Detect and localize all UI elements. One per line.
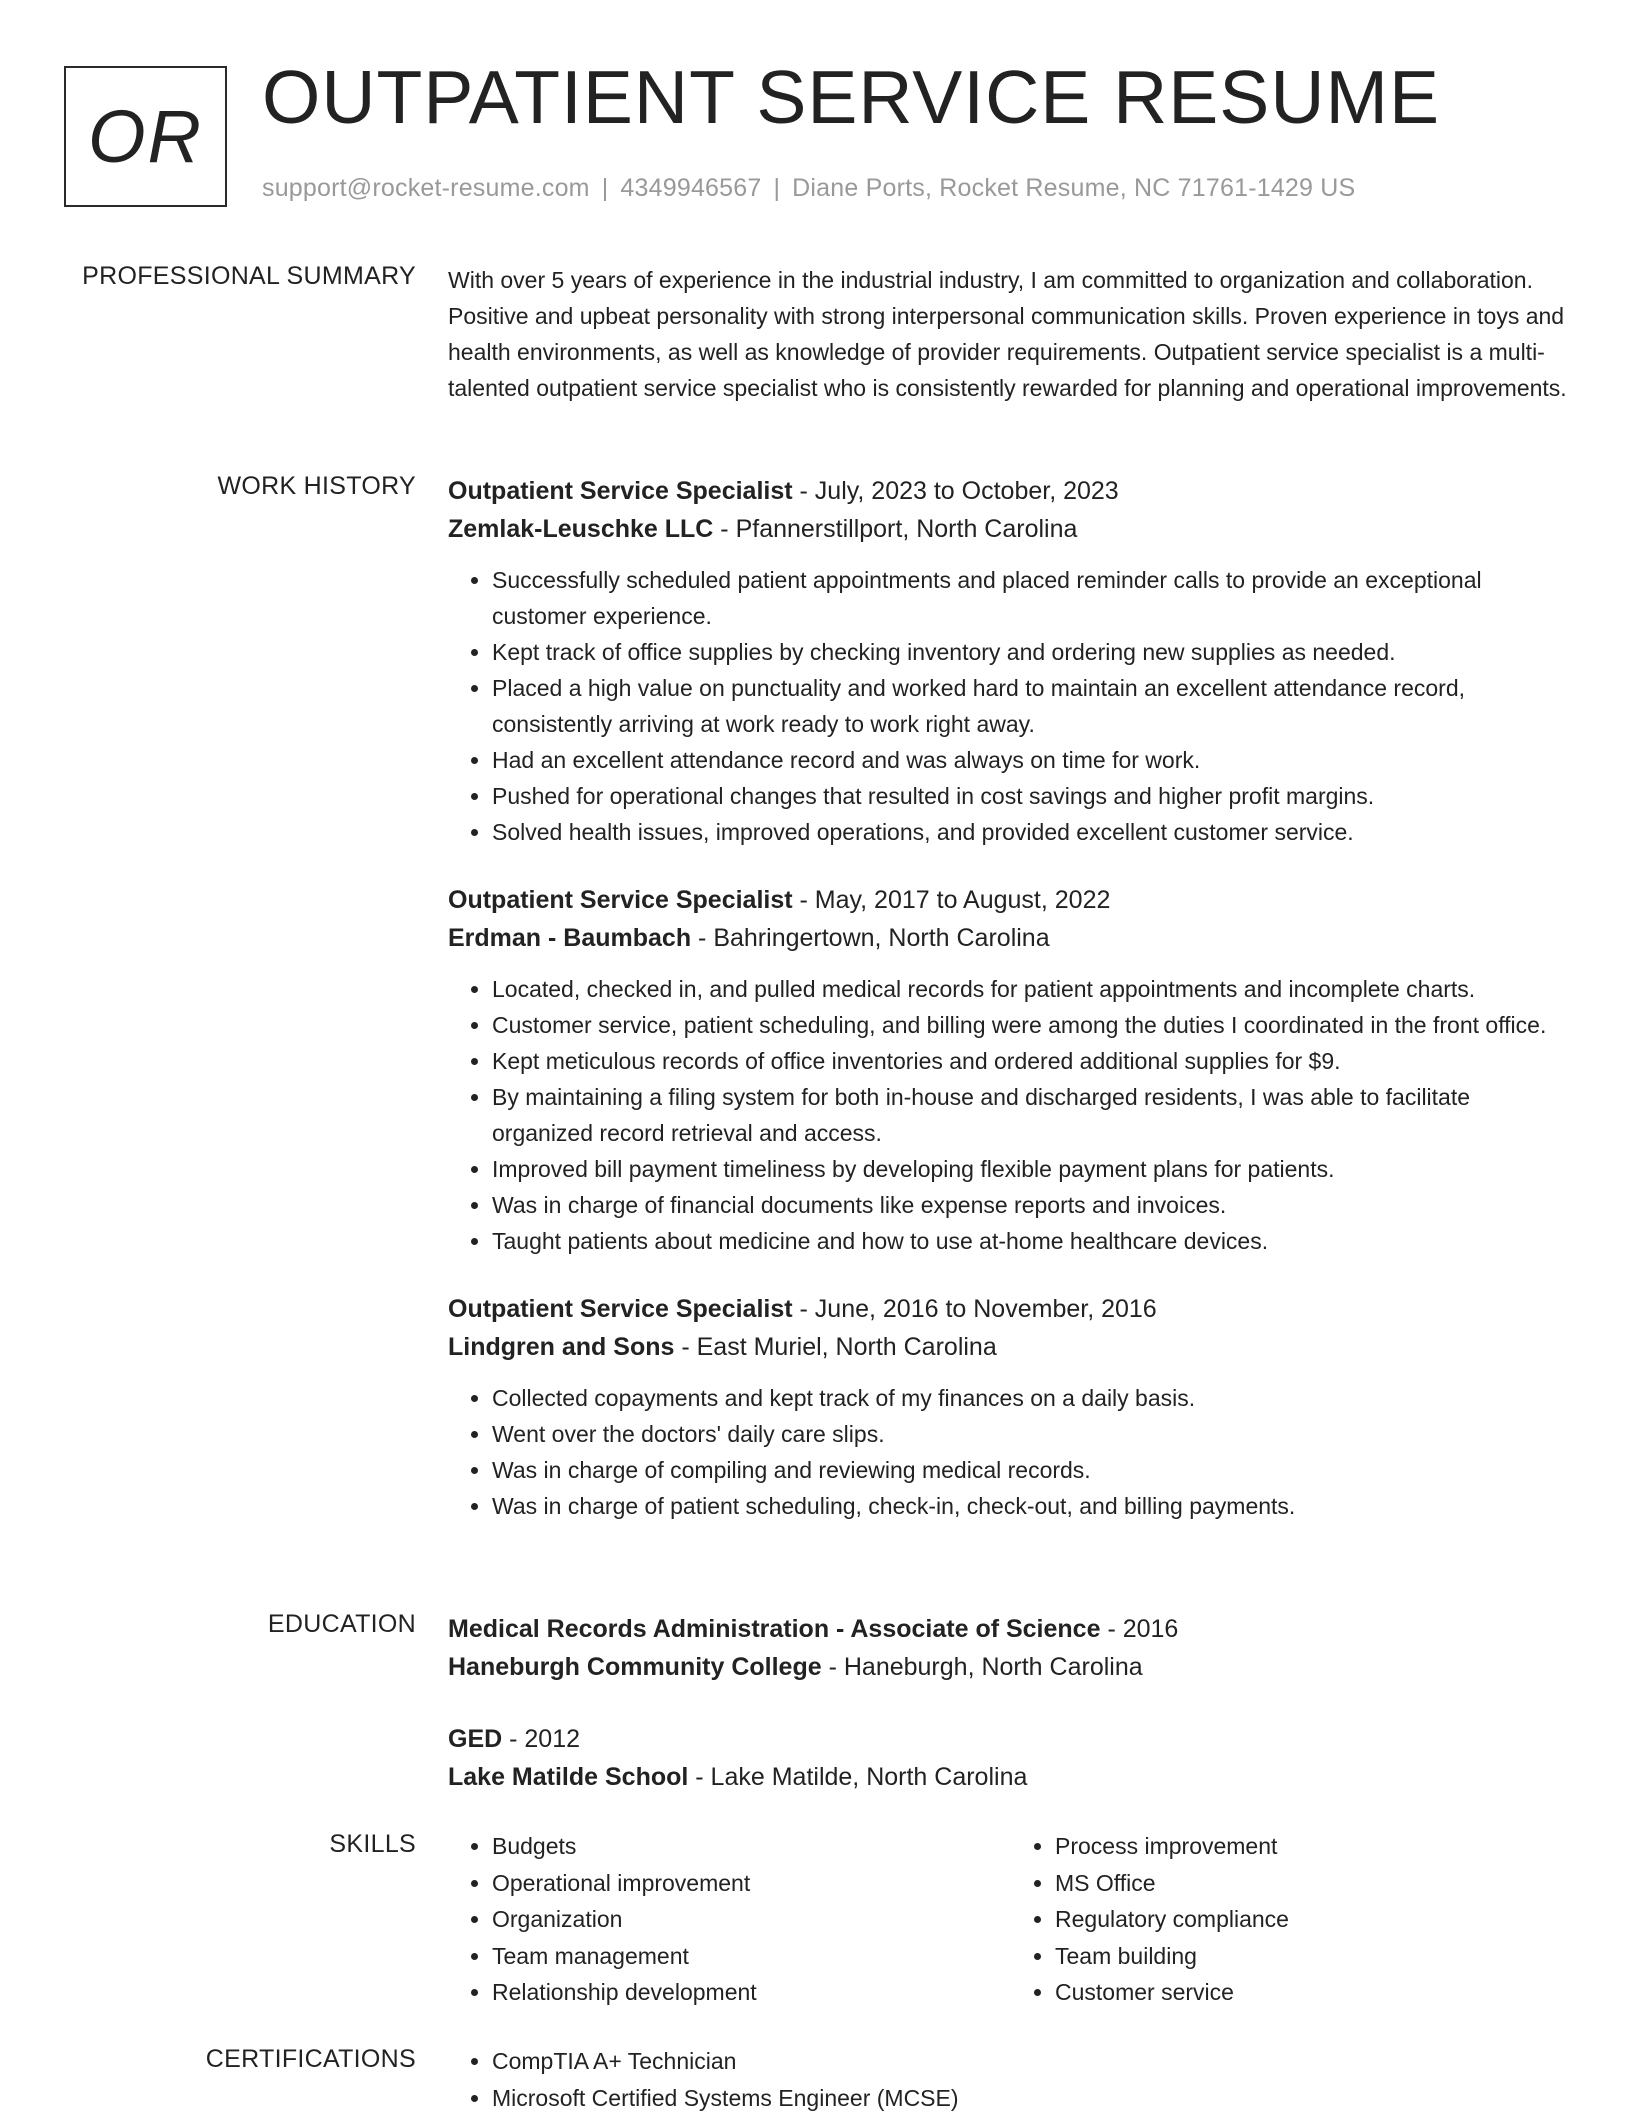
skill-item: • Regulatory compliance xyxy=(1055,1901,1574,1938)
education-year: - 2016 xyxy=(1101,1615,1179,1643)
skill-item: • Organization xyxy=(492,1901,1011,1938)
summary-text: With over 5 years of experience in the industrial industry, I am committed to organization and collaboration. Positive and upbeat personality with strong interpersonal communication skills. Proven experience in toys and health environments, as well as knowledge of provider requirements. Outpatient service specialist is a multi-talented outpatient service specialist who is consistently rewarded for planning and operational improvements. xyxy=(448,262,1574,406)
job-bullet: • Went over the doctors' daily care slips. xyxy=(492,1416,1574,1452)
section-label-skills: SKILLS xyxy=(329,1830,416,1859)
skills-column-right xyxy=(1011,1828,1574,2011)
education-location: - Haneburgh, North Carolina xyxy=(822,1653,1143,1681)
contact-separator: | xyxy=(590,174,621,202)
education-degree-line xyxy=(448,1610,1574,1648)
resume-title: OUTPATIENT SERVICE RESUME xyxy=(262,52,1440,142)
job-entry xyxy=(448,881,1574,1259)
job-title: Outpatient Service Specialist xyxy=(448,477,793,505)
job-title-line xyxy=(448,1290,1574,1328)
skill-item: • Operational improvement xyxy=(492,1865,1011,1902)
job-bullet: • Successfully scheduled patient appointments and placed reminder calls to provide an exceptional customer experience. xyxy=(492,562,1574,634)
education-location: - Lake Matilde, North Carolina xyxy=(688,1763,1027,1791)
section-label-work-history: WORK HISTORY xyxy=(217,472,416,501)
contact-email: support@rocket-resume.com xyxy=(262,174,590,202)
certification-item: • CompTIA A+ Technician xyxy=(492,2043,1592,2080)
job-bullet: • Pushed for operational changes that resulted in cost savings and higher profit margins. xyxy=(492,778,1574,814)
job-dates: - May, 2017 to August, 2022 xyxy=(793,886,1111,914)
job-company-line xyxy=(448,1328,1574,1366)
monogram-box xyxy=(64,66,227,207)
certifications-list xyxy=(448,2043,1592,2116)
certification-item: • Microsoft Certified Systems Engineer (MCSE) xyxy=(492,2080,1592,2116)
education-school-line xyxy=(448,1758,1574,1796)
job-company: Lindgren and Sons xyxy=(448,1333,674,1361)
job-bullets xyxy=(448,562,1574,850)
job-bullet: • Was in charge of financial documents like expense reports and invoices. xyxy=(492,1187,1574,1223)
job-bullets xyxy=(448,1380,1574,1524)
education-degree: GED xyxy=(448,1725,502,1753)
section-label-education: EDUCATION xyxy=(268,1610,416,1639)
job-bullet: • Customer service, patient scheduling, and billing were among the duties I coordinated in the front office. xyxy=(492,1007,1574,1043)
education-degree: Medical Records Administration - Associate of Science xyxy=(448,1615,1101,1643)
section-label-certifications: CERTIFICATIONS xyxy=(206,2045,416,2074)
job-entry xyxy=(448,1290,1574,1524)
job-bullet: • Kept meticulous records of office inventories and ordered additional supplies for $9. xyxy=(492,1043,1574,1079)
job-location: - East Muriel, North Carolina xyxy=(674,1333,996,1361)
education-entry xyxy=(448,1720,1574,1796)
monogram-initials: OR xyxy=(88,94,203,179)
job-bullet: • Taught patients about medicine and how to use at-home healthcare devices. xyxy=(492,1223,1574,1259)
skill-item: • Team management xyxy=(492,1938,1011,1975)
education-year: - 2012 xyxy=(502,1725,580,1753)
job-bullet: • Was in charge of patient scheduling, check-in, check-out, and billing payments. xyxy=(492,1488,1574,1524)
education-school: Haneburgh Community College xyxy=(448,1653,822,1681)
job-company-line xyxy=(448,510,1574,548)
job-dates: - July, 2023 to October, 2023 xyxy=(793,477,1119,505)
education-degree-line xyxy=(448,1720,1574,1758)
job-bullet: • Placed a high value on punctuality and worked hard to maintain an excellent attendance record, consistently arriving at work ready to work right away. xyxy=(492,670,1574,742)
job-bullet: • By maintaining a filing system for both in-house and discharged residents, I was able to facilitate organized record retrieval and access. xyxy=(492,1079,1574,1151)
job-company: Zemlak-Leuschke LLC xyxy=(448,515,713,543)
job-title: Outpatient Service Specialist xyxy=(448,886,793,914)
job-bullets xyxy=(448,971,1574,1259)
job-bullet: • Had an excellent attendance record and was always on time for work. xyxy=(492,742,1574,778)
skills-grid xyxy=(448,1828,1574,2011)
skills-column-left xyxy=(448,1828,1011,2011)
skill-item: • Process improvement xyxy=(1055,1828,1574,1865)
job-bullet: • Kept track of office supplies by checking inventory and ordering new supplies as needed. xyxy=(492,634,1574,670)
education-entry xyxy=(448,1610,1574,1686)
job-title-line xyxy=(448,472,1574,510)
job-bullet: • Located, checked in, and pulled medical records for patient appointments and incomplete charts. xyxy=(492,971,1574,1007)
contact-address: Diane Ports, Rocket Resume, NC 71761-1429 US xyxy=(792,174,1355,202)
education-school-line xyxy=(448,1648,1574,1686)
skill-item: • Customer service xyxy=(1055,1974,1574,2011)
job-dates: - June, 2016 to November, 2016 xyxy=(793,1295,1157,1323)
job-company-line xyxy=(448,919,1574,957)
job-title: Outpatient Service Specialist xyxy=(448,1295,793,1323)
job-location: - Pfannerstillport, North Carolina xyxy=(713,515,1077,543)
job-bullet: • Was in charge of compiling and reviewing medical records. xyxy=(492,1452,1574,1488)
job-company: Erdman - Baumbach xyxy=(448,924,691,952)
job-bullet: • Collected copayments and kept track of my finances on a daily basis. xyxy=(492,1380,1574,1416)
skill-item: • MS Office xyxy=(1055,1865,1574,1902)
skill-item: • Budgets xyxy=(492,1828,1011,1865)
job-bullet: • Solved health issues, improved operations, and provided excellent customer service. xyxy=(492,814,1574,850)
contact-line xyxy=(262,174,1355,203)
contact-separator: | xyxy=(761,174,792,202)
education-school: Lake Matilde School xyxy=(448,1763,688,1791)
job-bullet: • Improved bill payment timeliness by developing flexible payment plans for patients. xyxy=(492,1151,1574,1187)
section-label-summary: PROFESSIONAL SUMMARY xyxy=(82,262,416,291)
job-location: - Bahringertown, North Carolina xyxy=(691,924,1050,952)
contact-phone: 4349946567 xyxy=(620,174,761,202)
job-title-line xyxy=(448,881,1574,919)
skill-item: • Team building xyxy=(1055,1938,1574,1975)
job-entry xyxy=(448,472,1574,850)
skill-item: • Relationship development xyxy=(492,1974,1011,2011)
